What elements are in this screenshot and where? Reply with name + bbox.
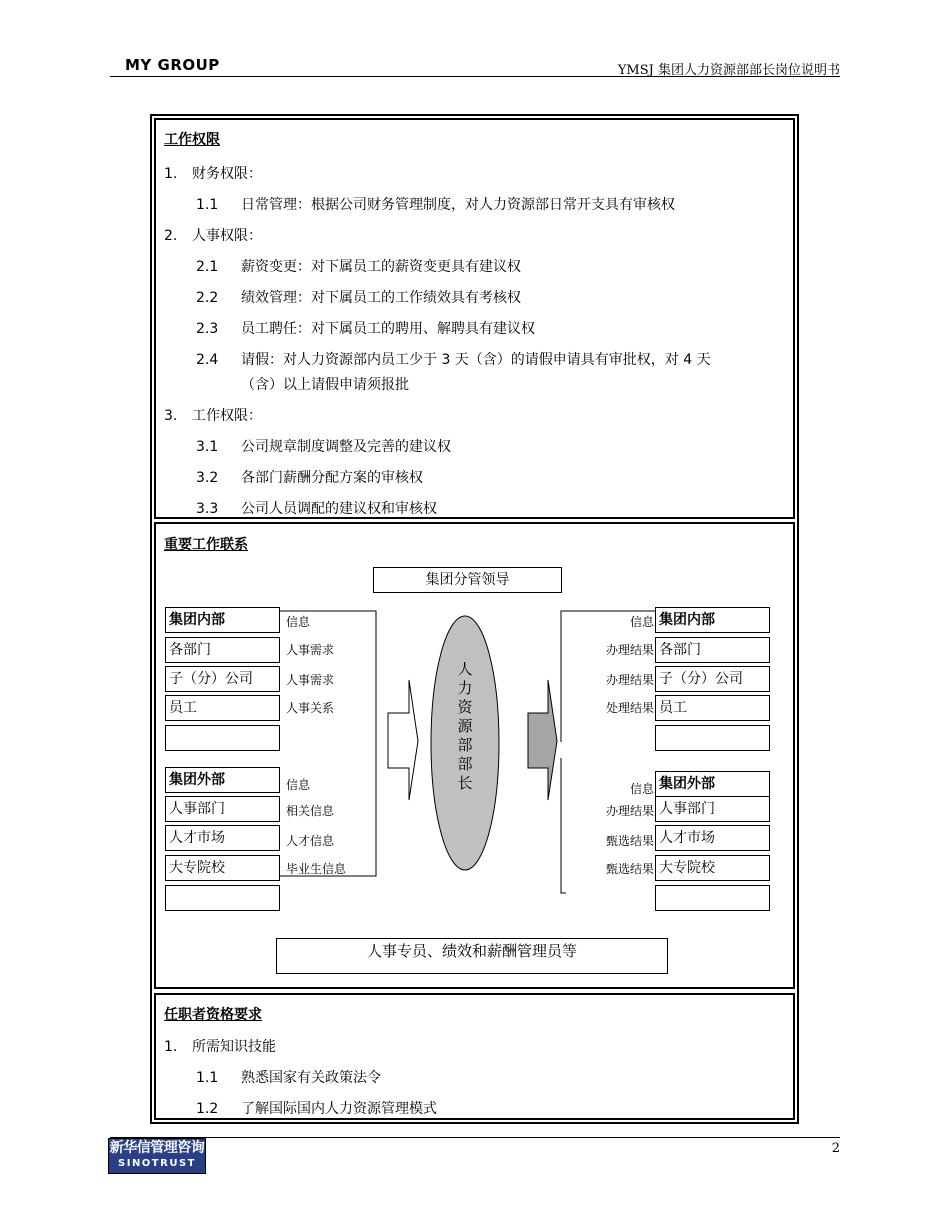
section-title: 任职者资格要求 xyxy=(164,1007,262,1023)
right-arrow-icon xyxy=(528,680,557,800)
left-external-label: 信息 xyxy=(286,778,311,792)
left-internal-label: 人事需求 xyxy=(286,673,335,687)
left-arrow-icon xyxy=(388,680,418,800)
right-internal-label: 办理结果 xyxy=(605,643,654,657)
left-external-header: 集团外部 xyxy=(165,767,280,793)
right-internal-box: 员工 xyxy=(655,695,770,721)
right-internal-box: 各部门 xyxy=(655,637,770,663)
footer-rule xyxy=(110,1137,840,1138)
list-item: 2.1 薪资变更：对下属员工的薪资变更具有建议权 xyxy=(196,259,521,275)
right-external-label: 甄选结果 xyxy=(605,862,654,876)
left-internal-label: 信息 xyxy=(286,615,311,629)
list-item: 3.2 各部门薪酬分配方案的审核权 xyxy=(196,470,423,486)
left-external-box: 人才市场 xyxy=(165,825,280,851)
section-qualifications xyxy=(154,993,795,1120)
right-external-header: 集团外部 xyxy=(655,771,770,797)
right-external-box: 大专院校 xyxy=(655,855,770,881)
list-item: 3.3 公司人员调配的建议权和审核权 xyxy=(196,501,437,517)
center-role-label: 人力资源部部长 xyxy=(457,660,473,792)
right-external-label: 信息 xyxy=(629,782,654,796)
section-title: 重要工作联系 xyxy=(164,537,248,553)
sinotrust-logo xyxy=(108,1138,206,1174)
list-item: 2.2 绩效管理：对下属员工的工作绩效具有考核权 xyxy=(196,290,521,306)
list-item: 1.2 了解国际国内人力资源管理模式 xyxy=(196,1101,437,1117)
page-number: 2 xyxy=(831,1141,840,1156)
left-external-box: 大专院校 xyxy=(165,855,280,881)
list-item: 1.1 熟悉国家有关政策法令 xyxy=(196,1070,381,1086)
list-item: 1. 财务权限： xyxy=(164,166,262,182)
list-item: 3.1 公司规章制度调整及完善的建议权 xyxy=(196,439,451,455)
list-item: 2.3 员工聘任：对下属员工的聘用、解聘具有建议权 xyxy=(196,321,535,337)
list-item: 1. 所需知识技能 xyxy=(164,1039,276,1055)
left-internal-label: 人事需求 xyxy=(286,643,335,657)
right-bracket-lower xyxy=(561,758,566,893)
left-internal-box: 员工 xyxy=(165,695,280,721)
right-internal-label: 办理结果 xyxy=(605,673,654,687)
right-bracket-upper xyxy=(561,611,655,742)
left-external-label: 人才信息 xyxy=(286,834,335,848)
subordinates-box: 人事专员、绩效和薪酬管理员等 xyxy=(276,938,668,974)
right-external-box: 人事部门 xyxy=(655,796,770,822)
supervisor-box: 集团分管领导 xyxy=(373,567,562,593)
logo-english: SINOTRUST xyxy=(118,1158,196,1169)
company-name: MY GROUP xyxy=(125,56,220,74)
left-internal-box: 各部门 xyxy=(165,637,280,663)
list-item: 1.1 日常管理：根据公司财务管理制度，对人力资源部日常开支具有审核权 xyxy=(196,197,675,213)
list-item-continuation: （含）以上请假申请须报批 xyxy=(241,377,409,393)
section-title: 工作权限 xyxy=(164,132,220,148)
right-external-label: 办理结果 xyxy=(605,804,654,818)
logo-chinese: 新华信管理咨询 xyxy=(109,1140,205,1156)
left-external-label: 相关信息 xyxy=(286,804,335,818)
left-internal-box: 子（分）公司 xyxy=(165,666,280,692)
document-title: YMSJ 集团人力资源部部长岗位说明书 xyxy=(617,63,840,78)
right-internal-label: 处理结果 xyxy=(605,701,654,715)
left-internal-label: 人事关系 xyxy=(286,701,335,715)
right-internal-box: 子（分）公司 xyxy=(655,666,770,692)
right-external-label: 甄选结果 xyxy=(605,834,654,848)
left-internal-header: 集团内部 xyxy=(165,607,280,633)
list-item: 2. 人事权限： xyxy=(164,228,262,244)
left-external-box: 人事部门 xyxy=(165,796,280,822)
list-item: 2.4 请假：对人力资源部内员工少于 3 天（含）的请假申请具有审批权，对 4 天 xyxy=(196,352,711,368)
left-bracket xyxy=(280,611,376,876)
list-item: 3. 工作权限： xyxy=(164,408,262,424)
right-internal-header: 集团内部 xyxy=(655,607,770,633)
left-external-label: 毕业生信息 xyxy=(286,862,347,876)
right-internal-label: 信息 xyxy=(629,615,654,629)
right-external-box: 人才市场 xyxy=(655,825,770,851)
